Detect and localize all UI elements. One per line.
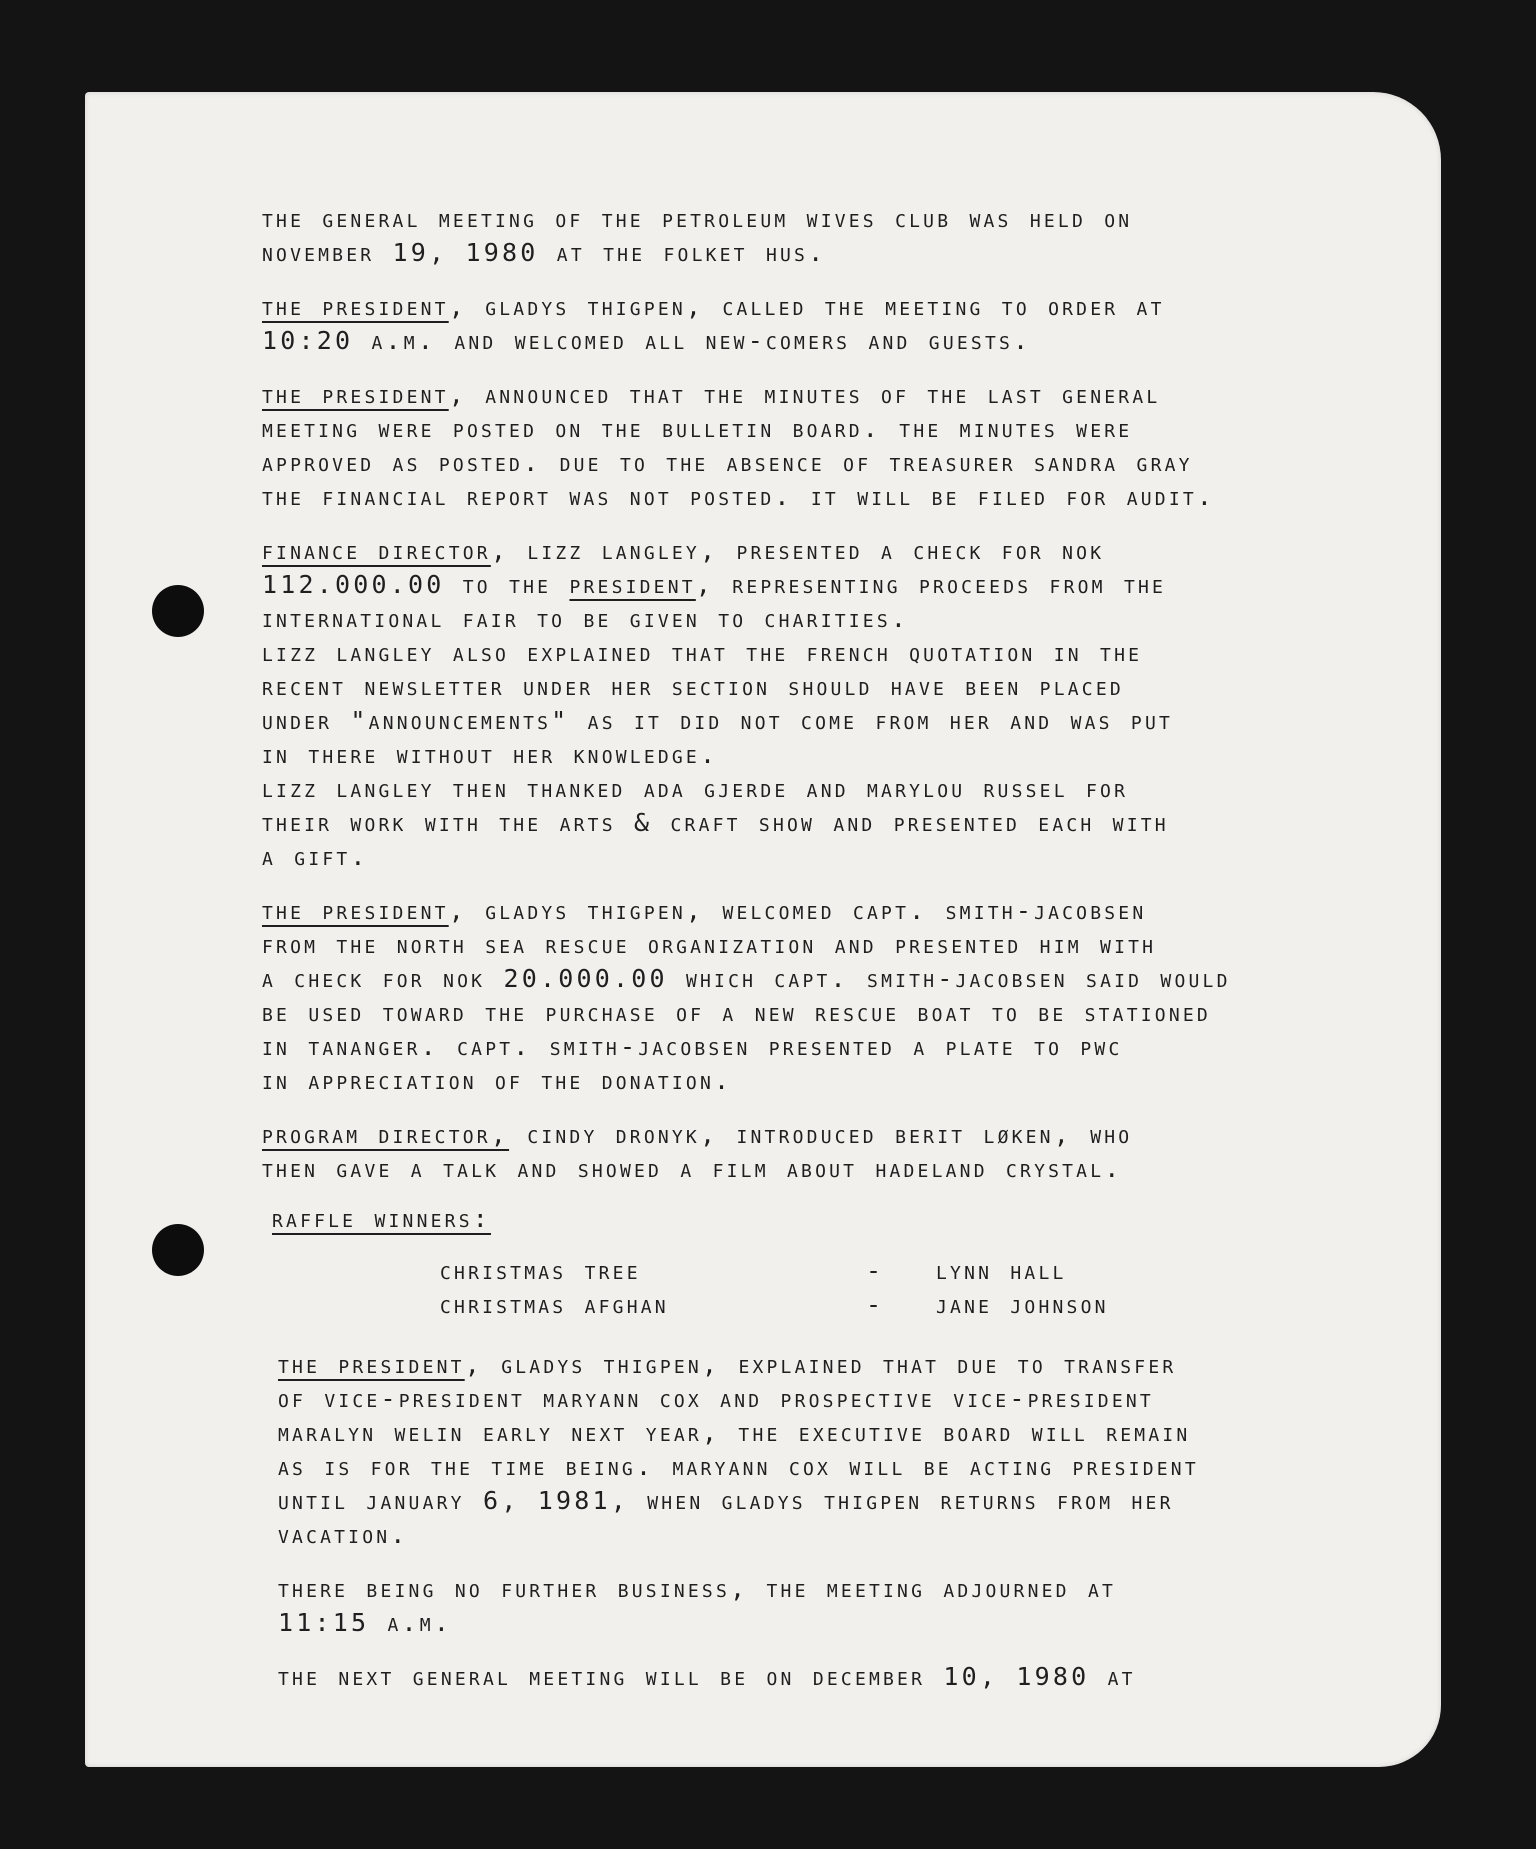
text-line: the financial report was not posted. it will be filed for audit. bbox=[262, 482, 1216, 511]
line-text: cindy dronyk, introduced berit løken, who bbox=[509, 1120, 1133, 1149]
underlined-heading: finance director bbox=[262, 536, 491, 565]
text-line bbox=[262, 292, 1165, 322]
underlined-heading: the president bbox=[262, 380, 449, 409]
text-line bbox=[262, 380, 1160, 410]
text-line: 10:20 a.m. and welcomed all new-comers and guests. bbox=[262, 326, 1032, 355]
line-text: 112.000.00 to the bbox=[262, 570, 570, 599]
text-line: as is for the time being. maryann cox will be acting president bbox=[278, 1452, 1199, 1481]
text-line: lizz langley then thanked ada gjerde and marylou russel for bbox=[262, 774, 1129, 803]
text-line: until january 6, 1981, when gladys thigpen returns from her bbox=[278, 1486, 1174, 1515]
raffle-dash: - bbox=[866, 1256, 885, 1285]
text-line: the next general meeting will be on december 10, 1980 at bbox=[278, 1662, 1136, 1691]
line-text: , gladys thigpen, called the meeting to order at bbox=[448, 292, 1165, 321]
line-text: , gladys thigpen, explained that due to transfer bbox=[464, 1350, 1177, 1379]
raffle-winner: lynn hall bbox=[936, 1256, 1067, 1285]
text-line: then gave a talk and showed a film about hadeland crystal. bbox=[262, 1154, 1123, 1183]
line-text: , gladys thigpen, welcomed capt. smith-jacobsen bbox=[448, 896, 1147, 925]
text-line: in there without her knowledge. bbox=[262, 740, 719, 769]
text-line bbox=[262, 536, 1104, 566]
line-text: , representing proceeds from the bbox=[695, 570, 1167, 599]
text-line: of vice-president maryann cox and prospective vice-president bbox=[278, 1384, 1154, 1413]
text-line: a check for nok 20.000.00 which capt. smith-jacobsen said would bbox=[262, 964, 1231, 993]
text-line bbox=[262, 896, 1146, 926]
raffle-heading-text: raffle winners: bbox=[272, 1204, 491, 1233]
text-line: be used toward the purchase of a new rescue boat to be stationed bbox=[262, 998, 1211, 1027]
line-text: , announced that the minutes of the last general bbox=[448, 380, 1161, 409]
text-line: in tananger. capt. smith-jacobsen presented a plate to pwc bbox=[262, 1032, 1123, 1061]
raffle-dash: - bbox=[866, 1290, 885, 1319]
raffle-winner: jane johnson bbox=[936, 1290, 1109, 1319]
raffle-prize: christmas tree bbox=[440, 1256, 641, 1285]
text-line: lizz langley also explained that the french quotation in the bbox=[262, 638, 1143, 667]
text-line: november 19, 1980 at the folket hus. bbox=[262, 238, 827, 267]
text-line bbox=[262, 1120, 1132, 1150]
underlined-heading: president bbox=[569, 570, 696, 599]
text-line: vacation. bbox=[278, 1520, 409, 1549]
text-line: in appreciation of the donation. bbox=[262, 1066, 733, 1095]
raffle-prize: christmas afghan bbox=[440, 1290, 669, 1319]
text-line: under "announcements" as it did not come from her and was put bbox=[262, 706, 1174, 735]
raffle-heading bbox=[272, 1204, 491, 1234]
text-line bbox=[262, 570, 1166, 600]
underlined-heading: program director, bbox=[262, 1120, 510, 1149]
text-line bbox=[278, 1350, 1176, 1380]
text-line: from the north sea rescue organization and presented him with bbox=[262, 930, 1157, 959]
text-line: meeting were posted on the bulletin board. the minutes were bbox=[262, 414, 1133, 443]
underlined-heading: the president bbox=[278, 1350, 465, 1379]
text-line: 11:15 a.m. bbox=[278, 1608, 453, 1637]
text-line: maralyn welin early next year, the executive board will remain bbox=[278, 1418, 1191, 1447]
text-line: their work with the arts & craft show and presented each with bbox=[262, 808, 1169, 837]
text-line: approved as posted. due to the absence of treasurer sandra gray bbox=[262, 448, 1193, 477]
text-line: recent newsletter under her section should have been placed bbox=[262, 672, 1124, 701]
text-line: a gift. bbox=[262, 842, 369, 871]
text-line: international fair to be given to charities. bbox=[262, 604, 910, 633]
underlined-heading: the president bbox=[262, 292, 449, 321]
text-line: the general meeting of the petroleum wives club was held on bbox=[262, 204, 1133, 233]
line-text: , lizz langley, presented a check for nok bbox=[490, 536, 1105, 565]
text-line: there being no further business, the meeting adjourned at bbox=[278, 1574, 1117, 1603]
underlined-heading: the president bbox=[262, 896, 449, 925]
